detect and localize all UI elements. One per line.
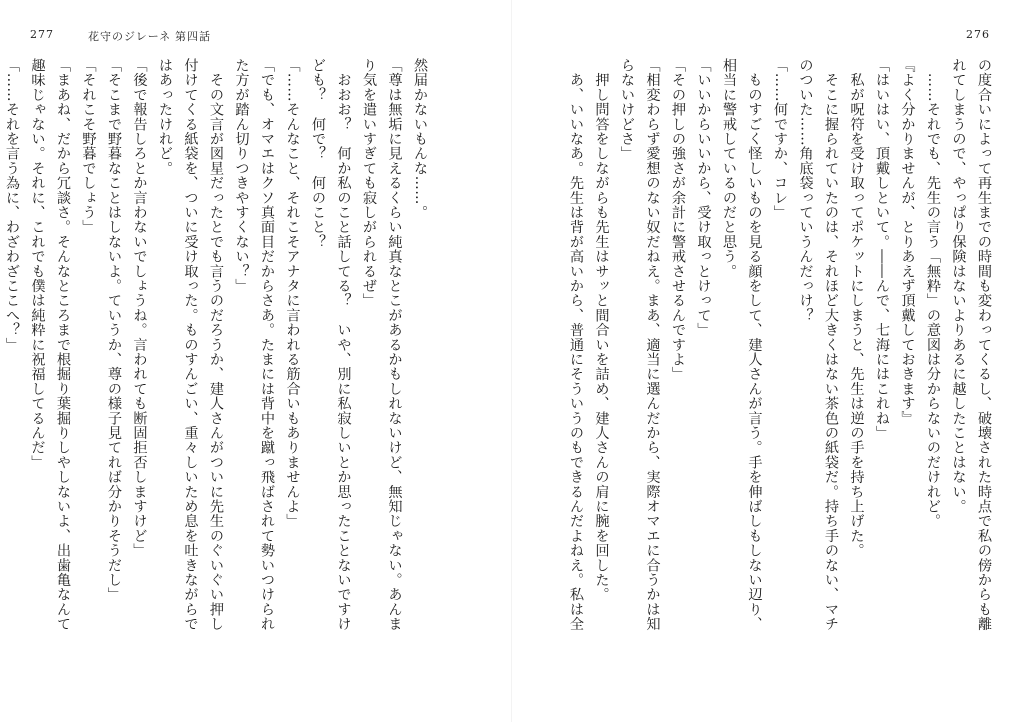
page-number: 276 bbox=[966, 28, 990, 41]
text-line: 『よく分かりませんが、とりあえず頂戴しておきます』 bbox=[899, 58, 916, 426]
text-line: 私が呪符を受け取ってポケットにしまうと、先生は逆の手を持ち上げた。 bbox=[848, 58, 865, 558]
text-line: はあったけれど。 bbox=[157, 58, 173, 176]
text-line: 相当に警戒しているのだと思う。 bbox=[721, 58, 737, 279]
text-line: その文言が図星だったとでも言うのだろうか、建人さんがついに先生のぐいぐい押し bbox=[208, 58, 224, 632]
text-line: らないけどさ」 bbox=[619, 58, 635, 161]
text-line: のついた……角底袋っていうんだっけ？ bbox=[797, 58, 814, 323]
text-line: た方が踏ん切りつきやすくない？」 bbox=[233, 58, 250, 294]
left-page-body bbox=[0, 58, 432, 708]
text-line: 「相変わらず愛想のない奴だねえ。まあ、適当に選んだから、実際オマエに合うかは知 bbox=[644, 58, 661, 632]
text-line: り気を遣いすぎても寂しがられるぜ」 bbox=[361, 58, 377, 308]
right-page-body bbox=[556, 58, 996, 708]
text-line: 「……そんなこと、それこそアナタに言われる筋合いもありませんよ」 bbox=[284, 58, 301, 529]
text-line: れてしまうので、やっぱり保険はないよりあるに越したことはない。 bbox=[950, 58, 967, 514]
chapter-title: 第四話 bbox=[175, 30, 211, 43]
text-line: あ、いいなあ。先生は背が高いから、普通にそういうのもできるんだよねえ。私は全 bbox=[568, 58, 584, 632]
text-line: 「その押しの強さが余計に警戒させるんですよ」 bbox=[670, 58, 686, 382]
text-line: 「……何ですか、コレ」 bbox=[772, 58, 788, 220]
text-line: ……それでも、先生の言う「無粋」の意図は分からないのだけれど。 bbox=[925, 58, 941, 529]
right-page bbox=[512, 0, 1024, 722]
text-line: そこに握られていたのは、それほど大きくはない茶色の紙袋だ。持ち手のない、マチ bbox=[823, 58, 839, 632]
text-line: 「後で報告しろとか言わないでしょうね。言われても断固拒否しますけど」 bbox=[131, 58, 148, 558]
text-line: ものすごく怪しいものを見る顔をして、建人さんが言う。手を伸ばしもしない辺り、 bbox=[746, 58, 763, 632]
text-line: の度合いによって再生までの時間も変わってくるし、破壊された時点で私の傍からも離 bbox=[976, 58, 992, 632]
text-line: 然届かないもんな……。 bbox=[412, 58, 428, 220]
text-line: 「そこまで野暮なことはしないよ。ていうか、尊の様子見てれば分かりそうだし」 bbox=[106, 58, 122, 602]
text-line: おおお？ 何か私のこと話してる？ いや、別に私寂しいとか思ったことないですけ bbox=[335, 58, 352, 632]
text-line: 「それこそ野暮でしょう」 bbox=[80, 58, 97, 235]
text-line: 「でも、オマエはクソ真面目だからさあ。たまには背中を蹴っ飛ばされて勢いつけられ bbox=[259, 58, 275, 632]
text-line: 付けてくる紙袋を、ついに受け取った。ものすんごい、重々しいため息を吐きながらで bbox=[182, 58, 199, 632]
text-line: 「……それを言う為に、わざわざここへ？」 bbox=[4, 58, 20, 352]
running-title: 花守のジレーネ bbox=[88, 30, 172, 43]
page-number: 277 bbox=[30, 28, 54, 41]
text-line: 「いいからいいから、受け取っとけって」 bbox=[695, 58, 712, 338]
text-line: 「尊は無垢に見えるくらい純真なとこがあるかもしれないけど、無知じゃない。あんま bbox=[386, 58, 403, 632]
text-line: 趣味じゃない。それに、これでも僕は純粋に祝福してるんだ」 bbox=[29, 58, 46, 470]
text-line: 「はいはい、頂戴しといて。――んで、七海にはこれね」 bbox=[874, 58, 890, 441]
text-line: 押し問答をしながらも先生はサッと間合いを詰め、建人さんの肩に腕を回した。 bbox=[593, 58, 610, 602]
text-line: ども？ 何で？ 何のこと？ bbox=[310, 58, 326, 250]
text-line: 「まあね、だから冗談さ。そんなところまで根掘り葉掘りしやしないよ、出歯亀なんて bbox=[55, 58, 71, 632]
